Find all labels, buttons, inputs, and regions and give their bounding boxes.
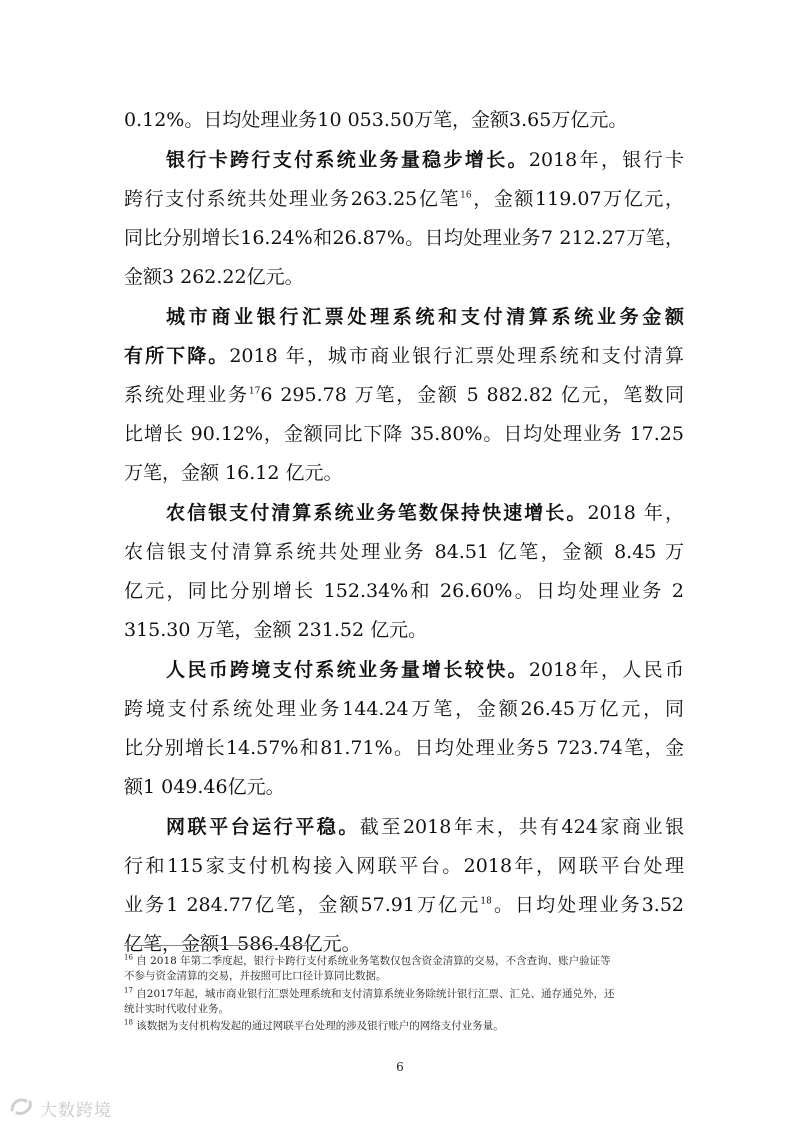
- paragraph-line: 行和115家支付机构接入网联平台。2018年，网联平台处理: [124, 855, 684, 877]
- section-heading: 网联平台运行平稳。: [166, 816, 360, 838]
- paragraph-line: 额1 049.46亿元。: [124, 776, 285, 798]
- paragraph-line: 跨行支付系统共处理业务263.25亿笔$^{16}$，金额119.07万亿元，: [124, 188, 684, 210]
- footnote-17-continued: 统计实时代收付业务。: [124, 1003, 229, 1015]
- paragraph-line: 315.30 万笔，金额 231.52 亿元。: [124, 619, 428, 641]
- paragraph-line: 万笔，金额 16.12 亿元。: [124, 462, 343, 484]
- footnote-ref: 16: [460, 190, 472, 201]
- paragraph-line: 有所下降。2018 年，城市商业银行汇票处理系统和支付清算: [124, 345, 684, 367]
- paragraph-line: 业务1 284.77亿笔，金额57.91万亿元$^{18}$。日均处理业务3.52: [124, 894, 684, 916]
- paragraph-line: 比分别增长14.57%和81.71%。日均处理业务5 723.74笔，金: [124, 737, 684, 759]
- section-heading: 有所下降。: [124, 345, 230, 367]
- paragraph-line: 系统处理业务$^{17}$6 295.78 万笔，金额 5 882.82 亿元，笔数同: [124, 384, 684, 406]
- footnote-16: $^{16}$ 自 2018 年第二季度起，银行卡跨行支付系统业务笔数仅包含资金清算的交易，不含查询、账户验证等: [124, 953, 611, 967]
- paragraph-line: 亿笔，金额1 586.48亿元。: [124, 933, 361, 955]
- paragraph-line: 同比分别增长16.24%和26.87%。日均处理业务7 212.27万笔，: [124, 227, 684, 249]
- paragraph-line: 农信银支付清算系统共处理业务 84.51 亿笔，金额 8.45 万: [124, 541, 684, 563]
- section-heading: 人民币跨境支付系统业务量增长较快。: [166, 659, 529, 681]
- paragraph-line: [166, 305, 684, 329]
- paragraph-line: 亿元，同比分别增长 152.34%和 26.60%。日均处理业务 2: [124, 580, 684, 602]
- logo-icon: [8, 1095, 36, 1121]
- watermark-text: 大数跨境: [40, 1100, 112, 1121]
- watermark: [8, 1093, 112, 1123]
- footnote-ref: 17: [248, 386, 261, 397]
- section-heading: 银行卡跨行支付系统业务量稳步增长。: [166, 149, 529, 171]
- footnote-16-continued: 不参与资金清算的交易，并按照可比口径计算同比数据。: [124, 970, 387, 982]
- footnote-17: $^{17}$ 自2017年起，城市商业银行汇票处理系统和支付清算系统业务除统计银行汇票、汇兑、通存通兑外，还: [124, 986, 615, 1000]
- section-heading: 城市商业银行汇票处理系统和支付清算系统业务金额: [166, 306, 684, 328]
- paragraph-line: 农信银支付清算系统业务笔数保持快速增长。2018 年，: [166, 502, 684, 524]
- paragraph-line: 银行卡跨行支付系统业务量稳步增长。2018年，银行卡: [166, 149, 684, 171]
- footnote-ref: 18: [480, 896, 492, 907]
- footnote-18: $^{18}$ 该数据为支付机构发起的通过网联平台处理的涉及银行账户的网络支付业务量。: [124, 1018, 504, 1032]
- page-number: 6: [396, 1060, 404, 1074]
- paragraph-line: 网联平台运行平稳。截至2018年末，共有424家商业银: [166, 816, 684, 838]
- paragraph-line: 跨境支付系统处理业务144.24万笔，金额26.45万亿元，同: [124, 698, 684, 720]
- footnote-divider: [124, 945, 314, 946]
- section-heading: 农信银支付清算系统业务笔数保持快速增长。: [166, 502, 588, 524]
- paragraph-line: 0.12%。日均处理业务10 053.50万笔，金额3.65万亿元。: [124, 109, 628, 131]
- paragraph-line: 比增长 90.12%，金额同比下降 35.80%。日均处理业务 17.25: [124, 423, 684, 445]
- paragraph-line: 人民币跨境支付系统业务量增长较快。2018年，人民币: [166, 659, 684, 681]
- paragraph-line: 金额3 262.22亿元。: [124, 266, 304, 288]
